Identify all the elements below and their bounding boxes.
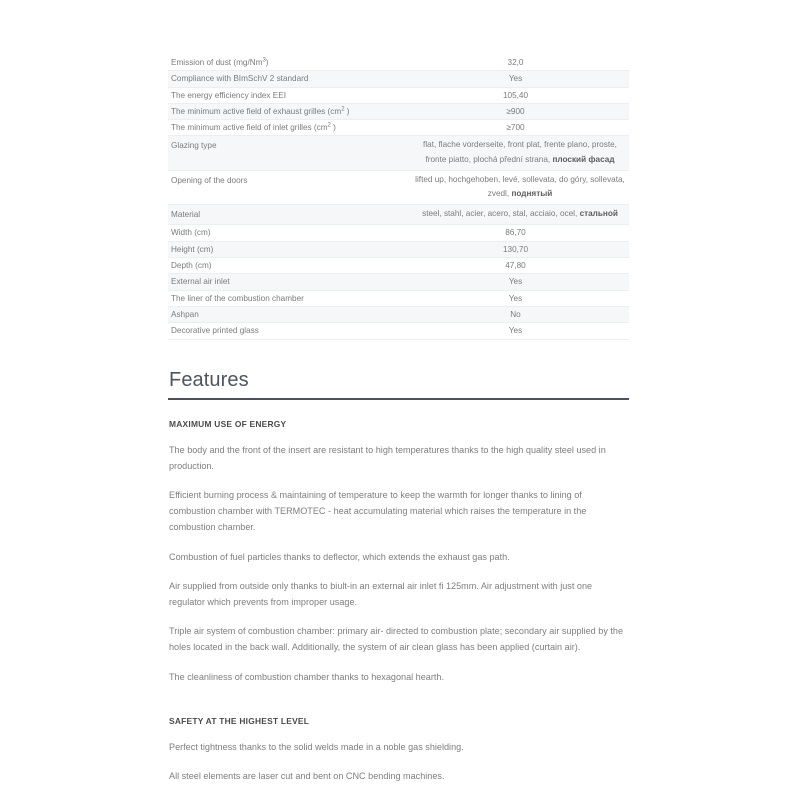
features-section bbox=[168, 368, 629, 785]
spec-row-label: Width (cm) bbox=[171, 228, 211, 238]
spec-row-value: ≥900 bbox=[506, 106, 525, 116]
spec-row bbox=[168, 241, 629, 257]
spec-row-label: Opening of the doors bbox=[171, 175, 248, 185]
feature-paragraph: The body and the front of the insert are resistant to high temperatures thanks to the high quality steel used in production. bbox=[169, 444, 606, 471]
spec-row bbox=[168, 87, 629, 103]
spec-row bbox=[168, 204, 629, 225]
spec-row-value bbox=[403, 204, 629, 225]
spec-row bbox=[168, 306, 629, 322]
features-sections-container bbox=[168, 418, 629, 785]
spec-row-value: 105,40 bbox=[502, 90, 529, 100]
spec-row-value: No bbox=[510, 309, 521, 319]
spec-label-superscript: 2 bbox=[327, 122, 331, 129]
spec-label-superscript: 3 bbox=[262, 57, 266, 64]
specifications-table bbox=[168, 55, 629, 340]
document-content bbox=[168, 55, 629, 784]
feature-section-heading: MAXIMUM USE OF ENERGY bbox=[169, 418, 287, 429]
feature-section-heading: SAFETY AT THE HIGHEST LEVEL bbox=[169, 715, 310, 726]
spec-row bbox=[168, 274, 629, 290]
spec-row-label: Depth (cm) bbox=[171, 261, 212, 271]
spec-row-label: Compliance with BImSchV 2 standard bbox=[171, 74, 309, 84]
spec-row bbox=[168, 170, 629, 204]
spec-row-label: External air inlet bbox=[171, 277, 230, 287]
spec-row bbox=[168, 120, 629, 136]
spec-row bbox=[168, 258, 629, 274]
spec-row-label: The minimum active field of exhaust grilles ($cm^2$ ) bbox=[171, 106, 350, 116]
feature-paragraph: Air supplied from outside only thanks to biult-in an external air inlet fi 125mm. Air adjustment with just one regulator which prevents from improper usage. bbox=[169, 580, 593, 607]
features-divider bbox=[168, 398, 629, 400]
spec-row-label: Material bbox=[171, 209, 201, 219]
spec-value-cyrillic: плоский фасад bbox=[552, 155, 615, 165]
spec-row-value bbox=[403, 136, 629, 170]
specifications-table-body bbox=[168, 55, 629, 339]
spec-row bbox=[168, 55, 629, 71]
spec-row-value: Yes bbox=[508, 293, 523, 303]
spec-row bbox=[168, 103, 629, 119]
spec-value-multilingual: steel, stahl, acier, acero, stal, acciaio, ocel, стальной bbox=[422, 209, 618, 219]
spec-value-multilingual: flat, flache vorderseite, front plat, frente plano, proste, fronte piatto, plochá přední strana, плоский фасад bbox=[423, 140, 617, 165]
spec-row-label: Decorative printed glass bbox=[171, 326, 259, 336]
spec-row-label: The liner of the combustion chamber bbox=[171, 293, 304, 303]
spec-value-cyrillic: стальной bbox=[579, 209, 618, 219]
spec-row-value: Yes bbox=[508, 74, 523, 84]
spec-row-value: Yes bbox=[508, 326, 523, 336]
spec-row-value: 32,0 bbox=[507, 58, 524, 67]
features-heading: Features bbox=[169, 368, 249, 391]
spec-row-label: Ashpan bbox=[171, 309, 199, 319]
spec-label-superscript: 2 bbox=[341, 106, 345, 113]
feature-paragraph: Efficient burning process & maintaining of temperature to keep the warmth for longer thanks to lining of combustion chamber with TERMOTEC - heat accumulating material which raises the temperature in the combustion chamber. bbox=[169, 489, 587, 533]
spec-row-value: 86,70 bbox=[505, 228, 526, 238]
feature-paragraph: Combustion of fuel particles thanks to deflector, which extends the exhaust gas path. bbox=[169, 551, 510, 562]
spec-value-multilingual: lifted up, hochgehoben, levé, sollevata, do góry, sollevata, zvedl, поднятый bbox=[415, 174, 625, 199]
spec-row-label: Height (cm) bbox=[171, 244, 214, 254]
spec-row bbox=[168, 290, 629, 306]
spec-row-value: ≥700 bbox=[506, 123, 525, 133]
spec-row bbox=[168, 71, 629, 87]
feature-paragraph: Triple air system of combustion chamber: primary air- directed to combustion plate; secondary air supplied by the holes located in the back wall. Additionally, the system of air clean glass has been applied (curtain air). bbox=[169, 626, 624, 653]
feature-paragraph: The cleanliness of combustion chamber thanks to hexagonal hearth. bbox=[169, 671, 444, 682]
spec-row-value: Yes bbox=[508, 277, 523, 287]
feature-paragraph: All steel elements are laser cut and bent on CNC bending machines. bbox=[169, 770, 445, 781]
spec-row-value: 47,80 bbox=[505, 261, 526, 271]
spec-row-value: 130,70 bbox=[502, 244, 529, 254]
spec-row bbox=[168, 323, 629, 339]
spec-row bbox=[168, 136, 629, 170]
feature-paragraph: Perfect tightness thanks to the solid welds made in a noble gas shielding. bbox=[169, 741, 464, 752]
spec-row-label: Emission of dust (mg/Nm$^3$) bbox=[171, 57, 269, 67]
spec-value-cyrillic: поднятый bbox=[511, 189, 553, 199]
spec-row bbox=[168, 225, 629, 241]
spec-row-value bbox=[403, 170, 629, 204]
spec-row-label: The energy efficiency index EEI bbox=[171, 90, 286, 100]
spec-row-label: Glazing type bbox=[171, 141, 217, 151]
spec-row-label: The minimum active field of inlet grilles ($cm^2$ ) bbox=[171, 122, 336, 133]
